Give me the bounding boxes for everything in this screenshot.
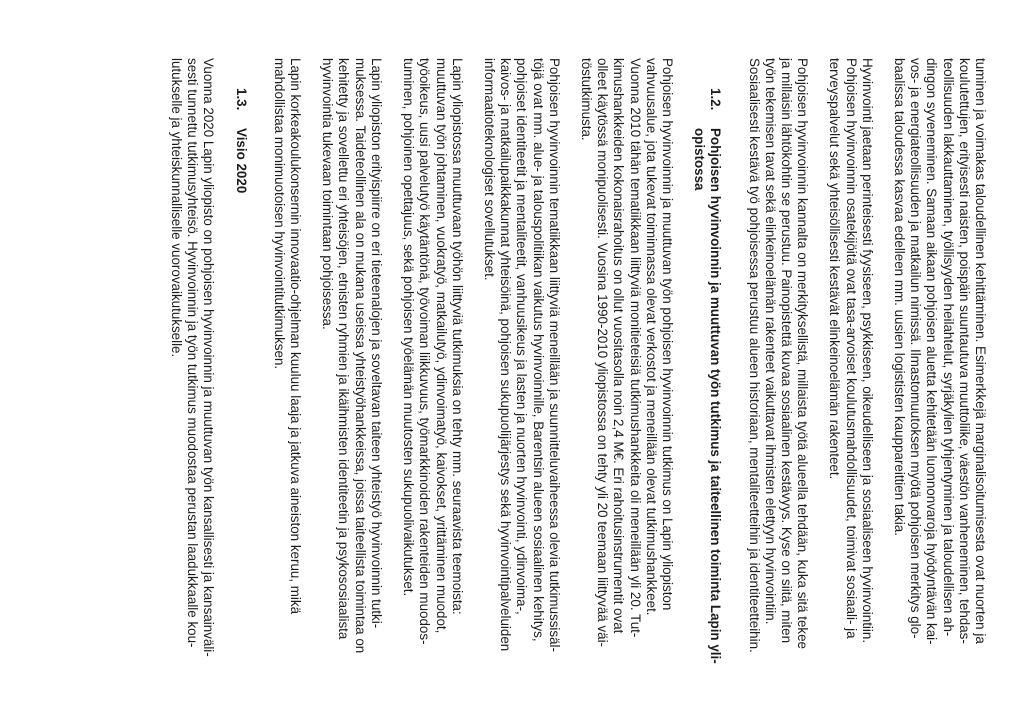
intro-paragraph-2 <box>826 58 875 686</box>
text-line: informaatioteknologiset sovellutukset. <box>481 58 497 281</box>
text-line: töjä ovat mm. alue- ja talouspolitiikan vaikutus hyvinvoinnille, Barentsin alueen sosiaalinen kehitys, <box>530 58 546 642</box>
text-line: Lapin korkeakoulukonsernin innovaatio-ohjelman kuuluu laaja ja jatkuva aineiston keruu, mikä <box>288 58 304 615</box>
text-line: Pohjoisen hyvinvoinnin osatekijöitä ovat tasa-arvoiset koulutusmahdollisuudet, toimivat sosiaali- ja <box>843 58 859 639</box>
text-line: työn tekemisen tavat sekä elinkeinoelämän rakenteet vaikuttavat ihmisten elettyyn hyvinvointiin. <box>762 58 778 625</box>
research-paragraph-3 <box>400 58 465 686</box>
text-line: kaivos- ja matkailupaikkakunnat yhteisöinä, pohjoisen sukupuolijärjestys sekä hyvinvointipalveluiden <box>498 58 514 652</box>
text-line: teollisuuden lakkauttaminen, työllisyyden heilahtelut, syrjäkylien tyhjentyminen ja taloudellisen ah- <box>940 58 956 637</box>
text-line: koulutettujen, erityisesti naisten, poispäin suuntautuva muuttoliike, väestön vanheneminen, tehdas- <box>956 58 972 644</box>
text-line: mahdollistaa monimuotoisen hyvinvointitutkimuksen. <box>271 58 287 370</box>
section-number: 1.3. <box>233 88 249 111</box>
text-line: ja millaisin lähtökohtin se perustuu. Painopistettä kuvaa sosiaalinen kestävyys. Kyse on siitä, miten <box>778 58 794 644</box>
text-line: Pohjoisen hyvinvoinnin kannalta on merkityksellistä, millaista työtä alueella tehdään, kuka sitä tekee <box>795 58 811 650</box>
section-title-line-2: opistossa <box>692 128 708 191</box>
text-line: muksessa. Taideteollinen ala on mukana useissa yhteistyöhankkeissa, joissa taiteellista toimintaa on <box>352 58 368 654</box>
intro-paragraph-3 <box>745 58 810 686</box>
text-line: vos- ja energiateollisuuden ja matkailun nimissä. Ilmastomuutoksen myötä pohjoisen merkitys glo- <box>908 58 924 639</box>
text-line: työoikeus, uusi palvelutyö käytäntönä, työvoiman liikkuvuus, työmarkkinoiden rakenteiden muodos- <box>417 58 433 645</box>
text-line: Pohjoisen hyvinvoinnin ja muuttuvan työn pohjoisen hyvinvoinnin tutkimus on Lapin yliopiston <box>659 58 675 611</box>
research-paragraph-2 <box>481 58 562 686</box>
text-line: terveyspalvelut sekä yhteisöllisesti kestävät elinkeinoelämän rakenteet. <box>827 58 843 480</box>
text-line: Lapin yliopistossa muuttuvaan työhön liittyviä tutkimuksia on tehty mm. seuraavista teemoista: <box>449 58 465 615</box>
section-title: Visio 2020 <box>233 128 249 194</box>
text-line: Hyvinvointi jaetaan perinteisesti fyysiseen, psykkiseen, oikeudelliseen ja sosiaaliseen hyvinvointiin. <box>859 58 875 644</box>
text-line: pohjoiset identiteetit ja mentaliteetit, vanhuusikeus ja lasten ja nuorten hyvinvointi, ydinvoima-, <box>514 58 530 615</box>
research-paragraph-4 <box>319 58 384 686</box>
text-line: tuminen ja voimakas taloudellinen kehittäminen. Esimerkkejä marginalisoitumisesta ovat nuorten ja <box>973 58 988 644</box>
text-line: Lapin yliopiston erityispiirre on eri tieteenalojen ja soveltavan taiteen yhteistyö hyvinvoinnin tutki- <box>368 58 384 629</box>
text-line: Sosiaalisesti kestävä työ pohjoisessa perustuu alueen historiaan, mentaliteetteihin ja identiteetteihin. <box>746 58 762 653</box>
text-line: muuttuvan työn johtaminen, vuokratyö, matkailutyö, ydinvoimatyö, kaivokset, yrittäminen muodot, <box>433 58 449 634</box>
text-line: töstutkimusta. <box>578 58 594 141</box>
section-heading-1-3 <box>232 88 248 686</box>
text-line: Vuonna 2010 tähän tematiikkaan liittyviä monitieteisiä tutkimushankkeita oli meneillään yli 20. Tut- <box>627 58 643 638</box>
research-paragraph-5 <box>271 58 303 686</box>
text-line: Vuonna 2020 Lapin yliopisto on pohjoisen hyvinvoinnin ja muuttuvan työn kansallisesti ja kansainväli- <box>201 58 217 657</box>
text-line: kehitetty ja sovellettu eri yhteisöjen, etnisten ryhmien ja ikäihmisten identiteetin ja psykososiaalista <box>336 58 352 640</box>
text-line: Pohjoisen hyvinvoinnin tematiikkaan liittyviä meneillään ja suunnitteluvaiheessa olevia tutkimussisäl- <box>546 58 562 652</box>
intro-paragraph-1 <box>891 58 988 686</box>
text-line: tuminen, pohjoinen opettajuus, sekä pohjoisen työelämän muutosten sukupuolivaikutukset. <box>401 58 417 597</box>
section-heading-1-2 <box>691 88 723 686</box>
section-title-line-1: Pohjoisen hyvinvoinnin ja muuttuvan työn tutkimus ja taiteellinen toiminta Lapin yli- <box>708 128 724 664</box>
research-paragraph-1 <box>578 58 675 686</box>
text-line: sesti tunnettu tutkimusyhteisö. Hyvinvoinnin ja työn tutkimus muodostaa perustan laadukkaalle kou- <box>185 58 201 648</box>
text-line: baalissa taloudessa kasvaa edelleen mm. uusien logististen kauppareittien takia. <box>891 58 907 536</box>
vision-paragraph <box>168 58 217 686</box>
text-line: lutukselle ja yhteiskunnalliselle vuorovaikutukselle. <box>169 58 185 358</box>
section-number: 1.2. <box>708 88 724 111</box>
text-line: kimushankkeiden kokonaisrahoitus on ollut vuositasolla noin 2,4 M€. Eri rahoitusinstrumentit ovat <box>611 58 627 634</box>
text-line: hyvinvointia tukevaan toimintaan pohjoisessa. <box>320 58 336 330</box>
text-line: olleet käytössä monipuolisesti. Vuosina 1990-2010 yliopistossa on tehty yli 20 teemaan liittyvää väi- <box>595 58 611 648</box>
text-line: dingon syveneminen. Samaan aikaan pohjoisen aluetta kehitetään luonnonvaroja hyödyntävän kai- <box>924 58 940 645</box>
text-line: vahvuusalue, jota tukevat toiminnassa olevat verkostot ja meneillään olevat tutkimushankkeet. <box>643 58 659 616</box>
